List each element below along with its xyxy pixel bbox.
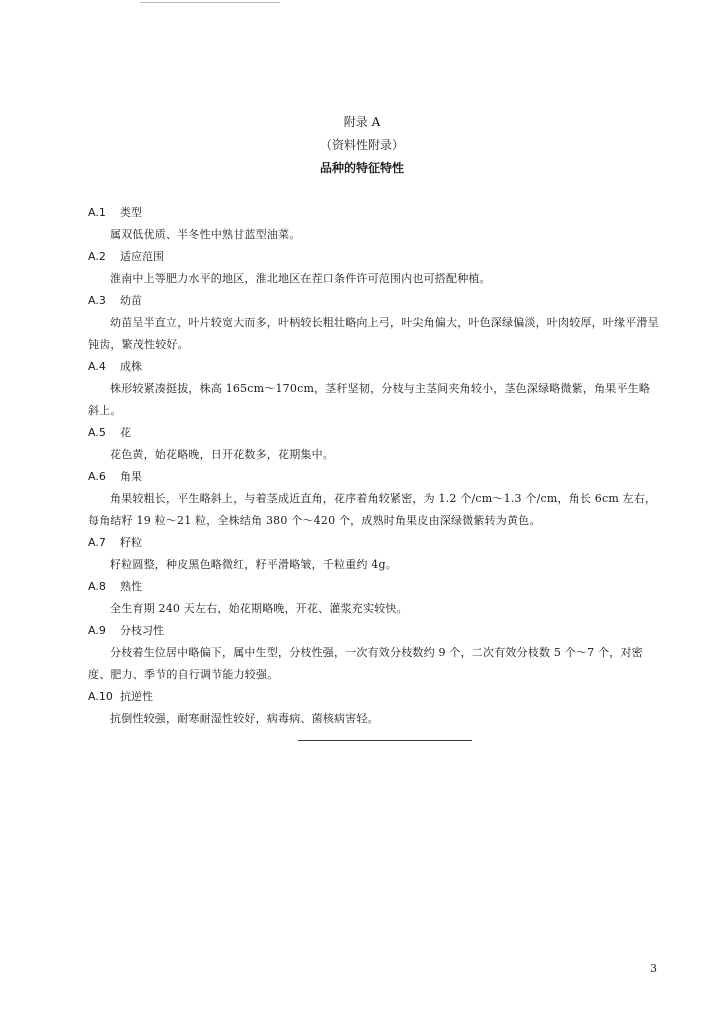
section-heading bbox=[88, 246, 660, 268]
section-text: 全生育期 240 天左右，始花期略晚，开花、灌浆充实较快。 bbox=[110, 602, 408, 615]
page-number: 3 bbox=[650, 962, 657, 975]
section-number: A.7 bbox=[88, 536, 106, 549]
appendix-heading: 品种的特征特性 bbox=[319, 161, 404, 175]
section-text: 花色黄，始花略晚，日开花数多，花期集中。 bbox=[110, 448, 334, 461]
section-number: A.9 bbox=[88, 624, 106, 637]
section-number: A.4 bbox=[88, 360, 106, 373]
section-text: 抗倒性较强，耐寒耐湿性较好，病毒病、菌核病害轻。 bbox=[110, 712, 379, 725]
section-number: A.2 bbox=[88, 250, 106, 263]
end-divider bbox=[298, 740, 472, 741]
section-title: 角果 bbox=[120, 470, 142, 483]
section-a4 bbox=[88, 356, 660, 422]
section-a1 bbox=[88, 202, 660, 246]
section-title: 抗逆性 bbox=[120, 690, 153, 703]
section-heading bbox=[88, 466, 660, 488]
section-heading bbox=[88, 290, 660, 312]
section-number: A.6 bbox=[88, 470, 106, 483]
section-a10 bbox=[88, 686, 660, 730]
section-a7 bbox=[88, 532, 660, 576]
scan-artifact bbox=[140, 2, 280, 3]
section-title: 籽粒 bbox=[120, 536, 142, 549]
section-number: A.5 bbox=[88, 426, 106, 439]
section-a2 bbox=[88, 246, 660, 290]
section-number: A.3 bbox=[88, 294, 106, 307]
section-heading bbox=[88, 202, 660, 224]
section-heading bbox=[88, 620, 660, 642]
section-title: 适应范围 bbox=[120, 250, 164, 263]
section-text: 幼苗呈半直立，叶片较宽大而多，叶柄较长粗壮略向上弓，叶尖角偏大，叶色深绿偏淡，叶肉较厚，叶缘平滑呈钝齿，繁茂性较好。 bbox=[88, 316, 659, 351]
section-a3 bbox=[88, 290, 660, 356]
section-text: 属双低优质、半冬性中熟甘蓝型油菜。 bbox=[110, 228, 301, 241]
section-heading bbox=[88, 576, 660, 598]
section-heading bbox=[88, 686, 660, 708]
section-title: 成株 bbox=[120, 360, 142, 373]
section-title: 类型 bbox=[120, 206, 142, 219]
section-heading bbox=[88, 532, 660, 554]
section-number: A.1 bbox=[88, 206, 106, 219]
section-list bbox=[88, 202, 660, 730]
appendix-title: 附录 A bbox=[343, 115, 381, 129]
section-title: 花 bbox=[120, 426, 131, 439]
appendix-subtitle: （资料性附录） bbox=[319, 138, 404, 152]
section-text: 株形较紧凑挺拔，株高 165cm～170cm，茎秆坚韧，分枝与主茎间夹角较小，茎色深绿略微紫，角果平生略斜上。 bbox=[88, 382, 651, 417]
section-text: 籽粒圆整，种皮黑色略微红，籽平滑略皱，千粒重约 4g。 bbox=[110, 558, 397, 571]
section-title: 分枝习性 bbox=[120, 624, 164, 637]
section-title: 幼苗 bbox=[120, 294, 142, 307]
section-heading bbox=[88, 422, 660, 444]
section-title: 熟性 bbox=[120, 580, 142, 593]
section-text: 淮南中上等肥力水平的地区，淮北地区在茬口条件许可范围内也可搭配种植。 bbox=[110, 272, 491, 285]
section-a9 bbox=[88, 620, 660, 686]
section-a6 bbox=[88, 466, 660, 532]
section-text: 角果较粗长，平生略斜上，与着茎成近直角，花序着角较紧密，为 1.2 个/cm～1.3 个/cm，角长 6cm 左右，每角结籽 19 粒～21 粒，全株结角 380 个～420 个，成熟时角果皮由深绿微紫转为黄色。 bbox=[88, 492, 657, 527]
section-number: A.8 bbox=[88, 580, 106, 593]
section-a8 bbox=[88, 576, 660, 620]
section-text: 分枝着生位居中略偏下，属中生型，分枝性强，一次有效分枝数约 9 个，二次有效分枝数 5 个～7 个，对密度、肥力、季节的自行调节能力较强。 bbox=[88, 646, 643, 681]
section-number: A.10 bbox=[88, 690, 113, 703]
section-heading bbox=[88, 356, 660, 378]
section-a5 bbox=[88, 422, 660, 466]
